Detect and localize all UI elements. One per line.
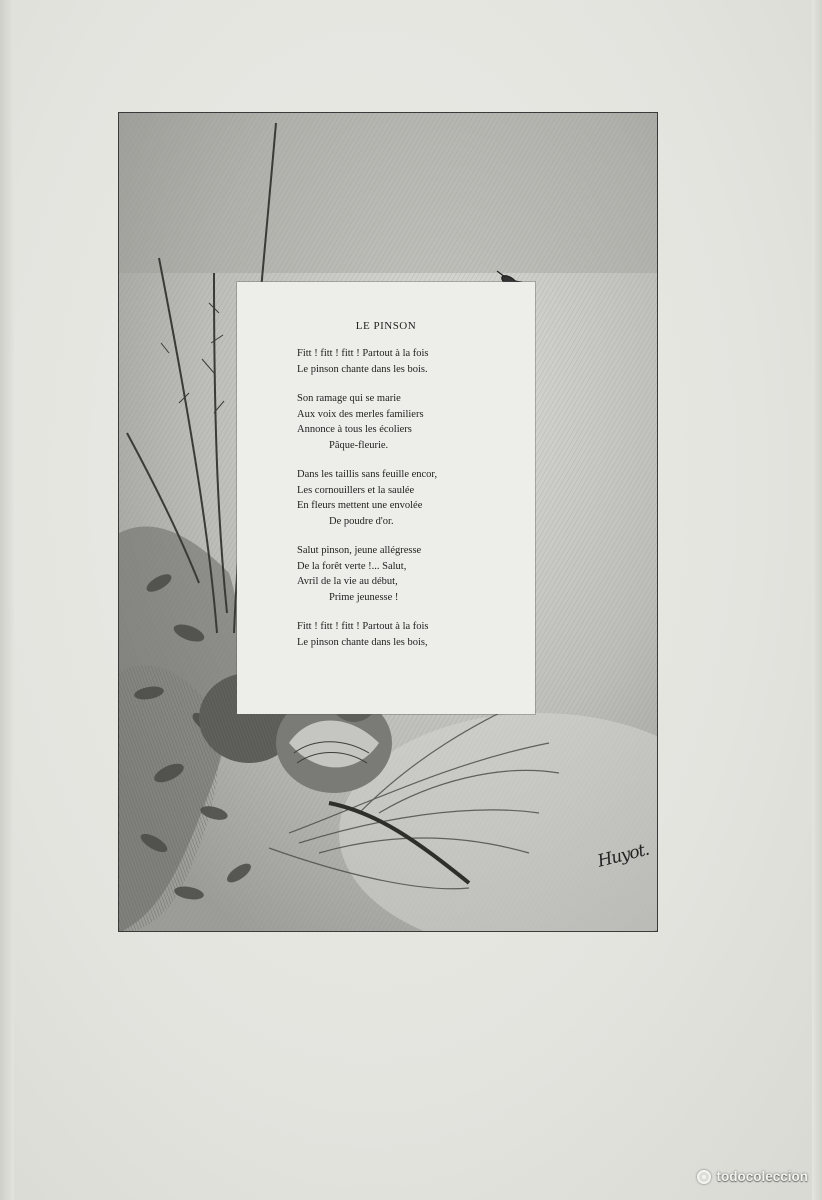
artist-signature: Huyot. [595, 839, 651, 872]
poem-line: Prime jeunesse ! [329, 591, 399, 603]
stanza-5 [297, 619, 535, 650]
stanza-4 [297, 543, 535, 605]
page-edge-left [0, 0, 14, 1200]
poem-line: En fleurs mettent une envolée [297, 500, 423, 511]
poem-line: Dans les taillis sans feuille encor, [297, 469, 438, 480]
poem-line: Le pinson chante dans les bois, [297, 636, 428, 648]
poem-line: Pâque-fleurie. [329, 439, 389, 451]
stanza-3 [297, 467, 535, 529]
poem-line: Aux voix des merles familiers [297, 408, 424, 420]
poem-title: LE PINSON [355, 320, 417, 332]
stanza-1 [297, 346, 535, 377]
page-edge-right [812, 0, 822, 1200]
todocoleccion-logo-icon [697, 1170, 711, 1184]
watermark-text: todocoleccion [716, 1169, 808, 1184]
poem-line: Fitt ! fitt ! fitt ! Partout à la fois [297, 621, 429, 632]
poem-line: De la forêt verte !... Salut, [297, 560, 407, 572]
poem-line: Salut pinson, jeune allégresse [297, 545, 422, 556]
poem-line: Fitt ! fitt ! fitt ! Partout à la fois [297, 348, 429, 359]
poem-line: De poudre d'or. [329, 515, 394, 527]
poem-line: Avril de la vie au début, [297, 576, 398, 587]
poem-card [237, 282, 535, 714]
stanza-2 [297, 391, 535, 453]
watermark[interactable] [697, 1169, 808, 1184]
poem-line: Annonce à tous les écoliers [297, 424, 412, 435]
poem-line: Le pinson chante dans les bois. [297, 363, 428, 375]
poem-line: Les cornouillers et la saulée [297, 484, 415, 496]
poem-line: Son ramage qui se marie [297, 393, 401, 404]
